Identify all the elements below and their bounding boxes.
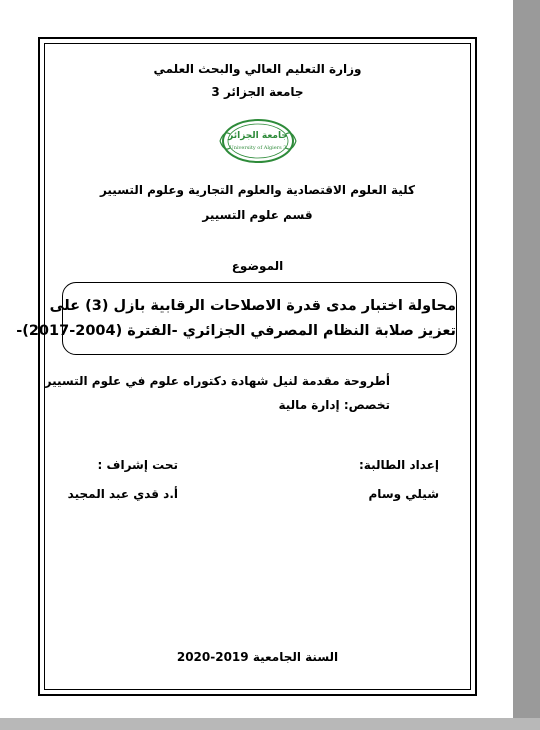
page-shadow-right bbox=[513, 0, 540, 730]
thesis-title-line-2: تعزيز صلابة النظام المصرفي الجزائري -الفترة (2004-2017)- bbox=[16, 323, 456, 339]
degree-statement: أطروحة مقدمة لنيل شهادة دكتوراه علوم في علوم التسيير bbox=[44, 374, 390, 388]
page-shadow-bottom bbox=[0, 718, 540, 730]
university-name: جامعة الجزائر 3 bbox=[211, 85, 304, 99]
student-name: شيلي وسام bbox=[368, 487, 439, 501]
logo-arabic-text: جامعة الجزائر bbox=[228, 131, 288, 141]
ministry-name: وزارة التعليم العالي والبحث العلمي bbox=[153, 62, 362, 76]
supervisor-label: تحت إشراف : bbox=[97, 458, 178, 472]
specialization: تخصص: إدارة مالية bbox=[278, 398, 390, 412]
logo-english-text: University of Algiers 3 bbox=[229, 145, 287, 151]
thesis-title-line-1: محاولة اختبار مدى قدرة الاصلاحات الرقابية بازل (3) على bbox=[49, 298, 456, 314]
academic-year: السنة الجامعية 2019-2020 bbox=[176, 650, 339, 664]
supervisor-name: أ.د قدي عبد المجيد bbox=[67, 487, 178, 501]
student-label: إعداد الطالبة: bbox=[359, 458, 439, 472]
university-logo bbox=[216, 116, 300, 166]
thesis-title-box bbox=[16, 282, 457, 355]
subject-label: الموضوع bbox=[231, 259, 284, 273]
department-name: قسم علوم التسيير bbox=[202, 208, 313, 222]
faculty-name: كلية العلوم الاقتصادية والعلوم التجارية وعلوم التسيير bbox=[99, 183, 416, 197]
